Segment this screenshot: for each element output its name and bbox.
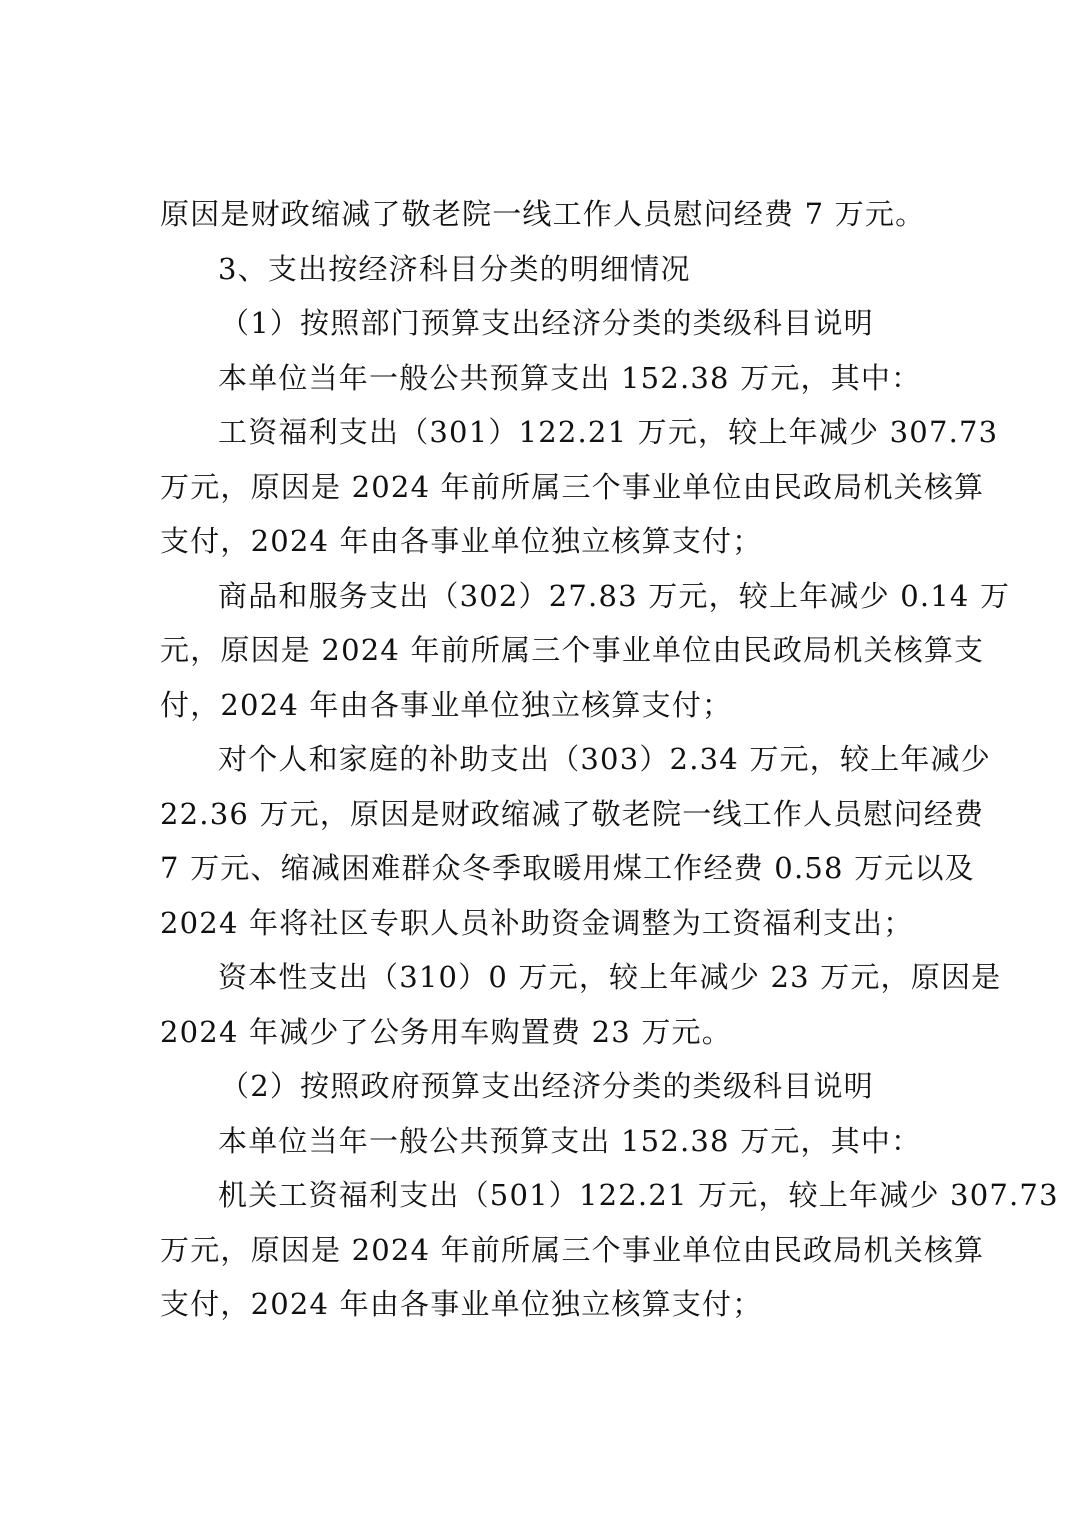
text-line: 对个人和家庭的补助支出（303）2.34 万元，较上年减少 <box>218 742 991 776</box>
text-line: 付，2024 年由各事业单位独立核算支付； <box>160 687 733 722</box>
text-line: 机关工资福利支出（501）122.21 万元，较上年减少 307.73 <box>218 1178 1059 1212</box>
text-line: 22.36 万元，原因是财政缩减了敬老院一线工作人员慰问经费 <box>160 796 985 831</box>
text-line: 资本性支出（310）0 万元，较上年减少 23 万元，原因是 <box>218 960 1002 994</box>
section-heading: 3、支出按经济科目分类的明细情况 <box>218 251 691 286</box>
text-line: 原因是财政缩减了敬老院一线工作人员慰问经费 7 万元。 <box>160 197 926 231</box>
text-line: 元，原因是 2024 年前所属三个事业单位由民政局机关核算支 <box>160 633 985 667</box>
text-line: 2024 年减少了公务用车购置费 23 万元。 <box>160 1014 732 1049</box>
body-text <box>160 187 1059 1332</box>
text-line: 万元，原因是 2024 年前所属三个事业单位由民政局机关核算 <box>160 1232 985 1267</box>
text-line: 万元，原因是 2024 年前所属三个事业单位由民政局机关核算 <box>160 469 985 504</box>
text-line: 工资福利支出（301）122.21 万元，较上年减少 307.73 <box>218 415 999 449</box>
subsection-heading: （2）按照政府预算支出经济分类的类级科目说明 <box>220 1069 874 1103</box>
text-line: 本单位当年一般公共预算支出 152.38 万元，其中： <box>218 360 922 395</box>
text-line: 本单位当年一般公共预算支出 152.38 万元，其中： <box>218 1123 922 1158</box>
text-line: 商品和服务支出（302）27.83 万元，较上年减少 0.14 万 <box>218 578 1011 613</box>
text-line: 7 万元、缩减困难群众冬季取暖用煤工作经费 0.58 万元以及 <box>160 851 975 885</box>
subsection-heading: （1）按照部门预算支出经济分类的类级科目说明 <box>220 306 874 340</box>
text-line: 支付，2024 年由各事业单位独立核算支付； <box>160 524 763 558</box>
text-line: 支付，2024 年由各事业单位独立核算支付； <box>160 1287 763 1321</box>
text-line: 2024 年将社区专职人员补助资金调整为工资福利支出； <box>160 905 914 940</box>
